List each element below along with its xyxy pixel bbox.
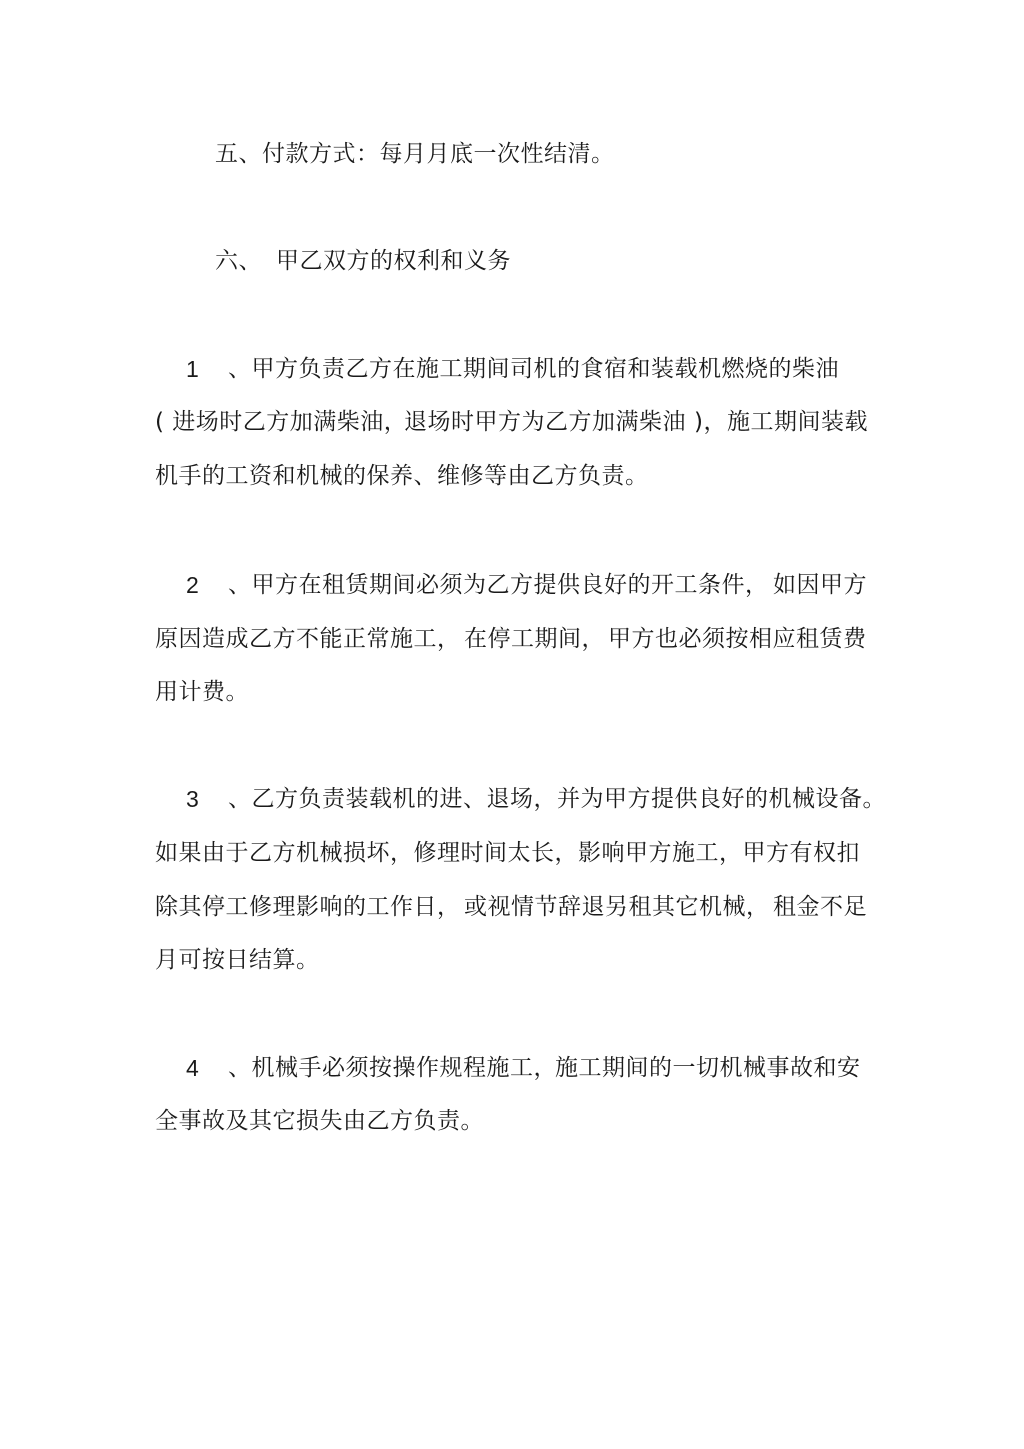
item-1-line-1: 、甲方负责乙方在施工期间司机的食宿和装载机燃烧的柴油 — [228, 356, 839, 382]
item-3-line-4: 月可按日结算。 — [155, 947, 320, 973]
item-1-line-3: 机手的工资和机械的保养、维修等由乙方负责。 — [155, 463, 649, 489]
item-4-line-2: 全事故及其它损失由乙方负责。 — [155, 1108, 484, 1134]
item-2-line-2b: 在停工期间， — [464, 626, 605, 652]
item-4-number: 4 — [186, 1055, 200, 1081]
section-5-text: 五、付款方式：每月月底一次性结清。 — [215, 141, 615, 167]
item-4-line-1b: 施工期间的一切机械事故和安 — [555, 1055, 861, 1081]
item-3-line-1: 、乙方负责装载机的进、退场，并为甲方提供良好的机械设备。 — [228, 786, 886, 812]
item-3-line-2: 如果由于乙方机械损坏，修理时间太长，影响甲方施工，甲方有权扣 — [155, 840, 860, 866]
section-6-title: 甲乙双方的权利和义务 — [276, 248, 511, 274]
item-2-number: 2 — [186, 572, 200, 598]
item-1-line-2a: ( 进场时乙方加满柴油， — [155, 409, 408, 435]
item-3-number: 3 — [186, 786, 200, 812]
item-1-line-2b: 退场时甲方为乙方加满柴油 — [404, 409, 686, 435]
item-3-line-3a: 除其停工修理影响的工作日， — [155, 894, 461, 920]
item-2-line-3: 用计费。 — [155, 679, 249, 705]
item-2-line-1b: 如因甲方 — [773, 572, 867, 598]
item-1-line-2c: )，施工期间装载 — [694, 409, 868, 435]
item-2-line-1a: 、甲方在租赁期间必须为乙方提供良好的开工条件， — [228, 572, 769, 598]
item-1-number: 1 — [186, 356, 200, 382]
item-3-line-3c: 租金不足 — [773, 894, 867, 920]
item-2-line-2c: 甲方也必须按相应租赁费 — [608, 626, 867, 652]
section-6-number: 六、 — [215, 248, 262, 274]
item-3-line-3b: 或视情节辞退另租其它机械， — [464, 894, 770, 920]
item-2-line-2a: 原因造成乙方不能正常施工， — [155, 626, 461, 652]
item-4-line-1a: 、机械手必须按操作规程施工， — [228, 1055, 557, 1081]
